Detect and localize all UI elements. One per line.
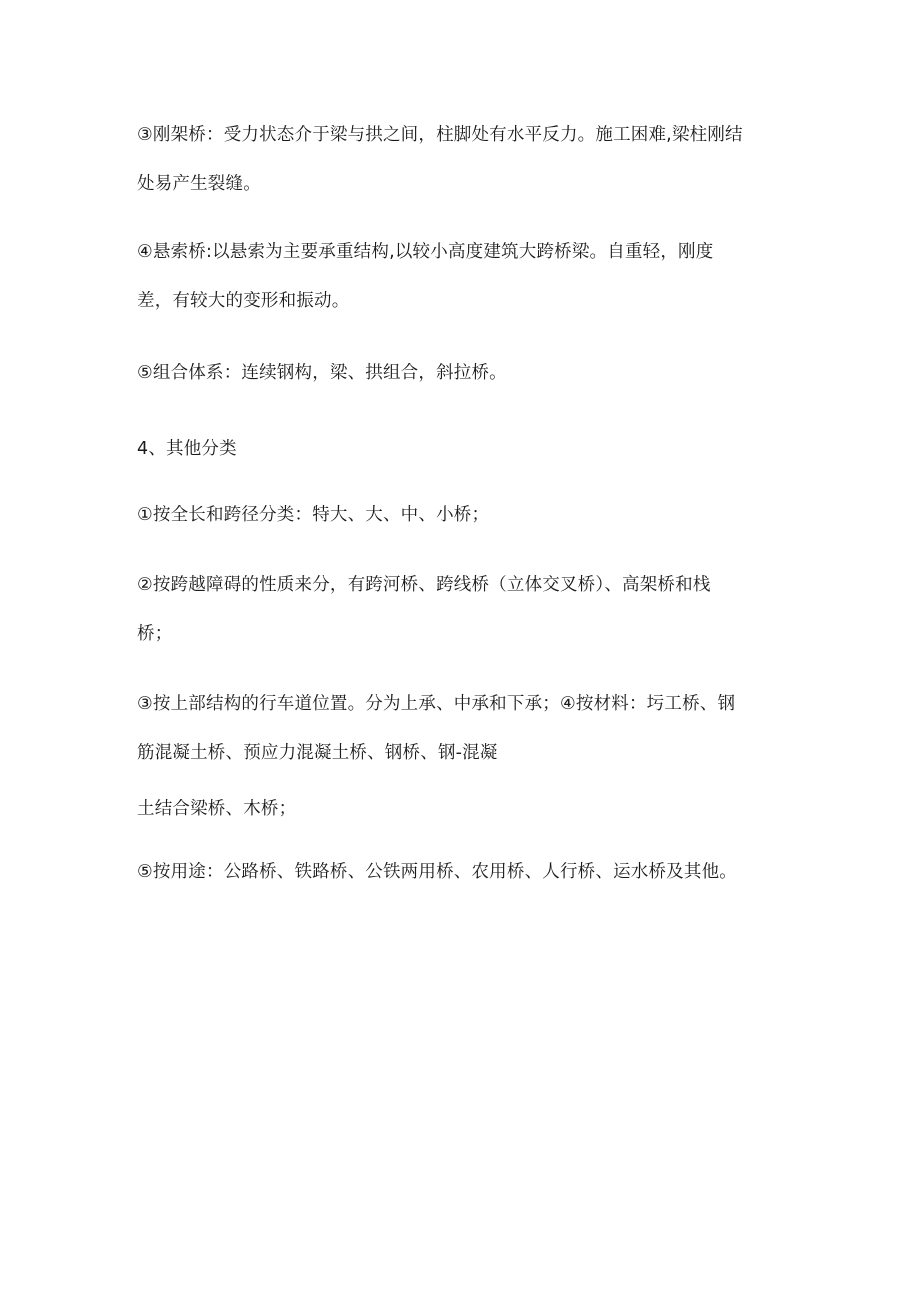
- item-by-obstacle-line-1: ②按跨越障碍的性质来分，有跨河桥、跨线桥（立体交叉桥）、高架桥和栈: [137, 575, 711, 595]
- item-by-obstacle-line-2: 桥；: [137, 624, 173, 644]
- paragraph-suspension-bridge-line-2: 差，有较大的变形和振动。: [137, 291, 350, 311]
- section-heading-other-classification: 4、其他分类: [137, 439, 237, 459]
- item-by-length-span: ①按全长和跨径分类：特大、大、中、小桥；: [137, 505, 490, 525]
- item-by-material-line-3: 土结合梁桥、木桥；: [137, 799, 297, 819]
- item-by-usage: ⑤按用途：公路桥、铁路桥、公铁两用桥、农用桥、人行桥、运水桥及其他。: [137, 862, 737, 882]
- paragraph-rigid-frame-bridge-line-2: 处易产生裂缝。: [137, 174, 261, 194]
- item-by-material-line-2: 筋混凝土桥、预应力混凝土桥、钢桥、钢-混凝: [137, 743, 498, 763]
- paragraph-composite-system: ⑤组合体系：连续钢构，梁、拱组合，斜拉桥。: [137, 363, 507, 383]
- paragraph-rigid-frame-bridge-line-1: ③刚架桥：受力状态介于梁与拱之间，柱脚处有水平反力。施工困难,梁柱刚结: [137, 125, 743, 145]
- item-by-deck-position-line-1: ③按上部结构的行车道位置。分为上承、中承和下承；④按材料：圬工桥、钢: [137, 694, 736, 714]
- paragraph-suspension-bridge-line-1: ④悬索桥:以悬索为主要承重结构,以较小高度建筑大跨桥梁。自重轻，刚度: [137, 242, 714, 262]
